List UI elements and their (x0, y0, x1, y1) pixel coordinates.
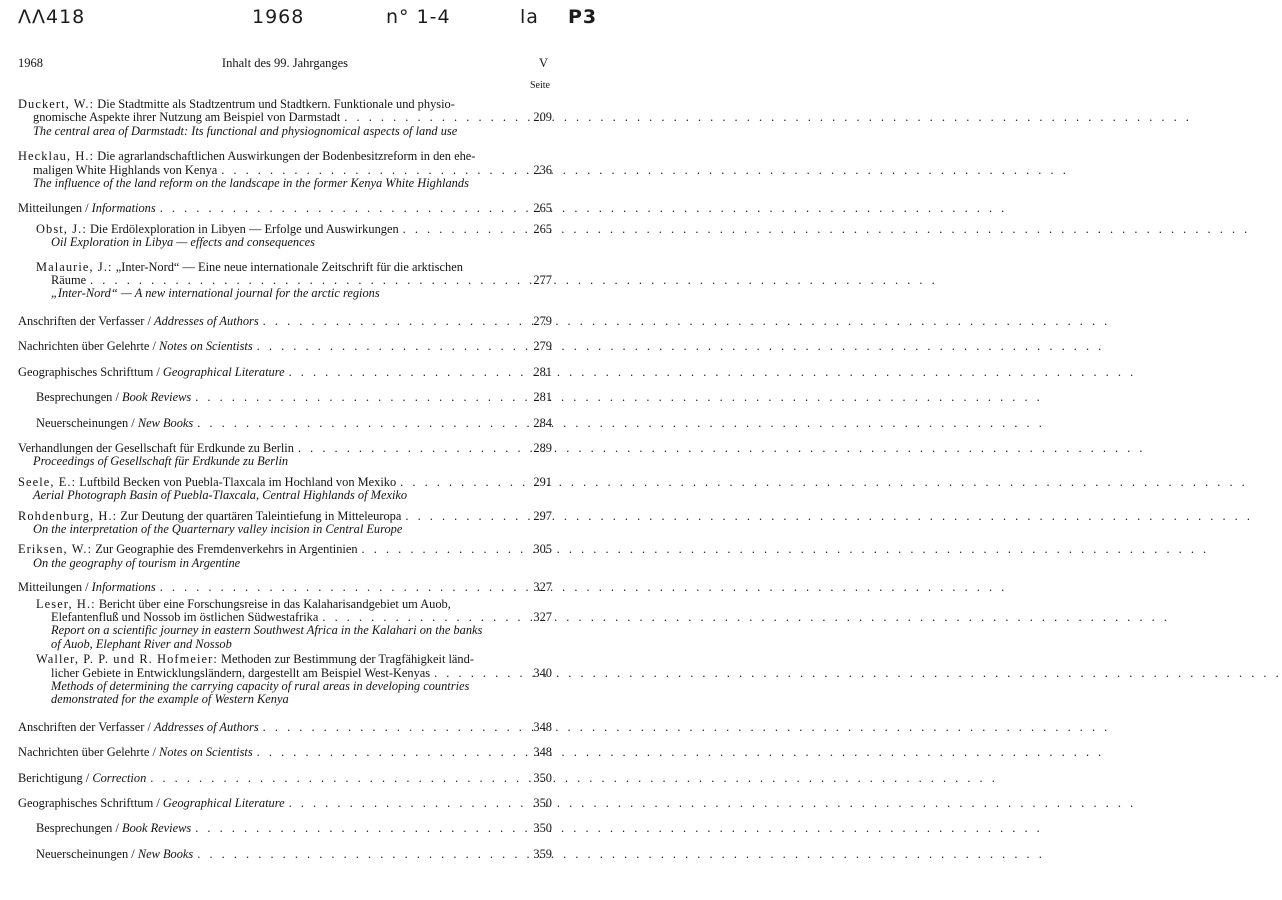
entry-author: Rohdenburg, H.: (18, 508, 118, 523)
entry-english-title: Oil Exploration in Libya — effects and consequences (51, 235, 315, 250)
entry-line (36, 417, 552, 430)
toc-entry (18, 543, 552, 570)
entry-page-number: 350 (533, 821, 552, 836)
entry-english-title: On the interpretation of the Quarternary valley incision in Central Europe (33, 521, 403, 536)
handwritten-annotation: la (520, 6, 539, 28)
entry-title: Zur Deutung der quartären Taleintiefung in Mitteleuropa (120, 508, 402, 523)
entry-english-title: Aerial Photograph Basin of Puebla-Tlaxcala, Central Highlands of Mexiko (33, 488, 408, 503)
entry-author: Waller, P. P. und R. Hofmeier: (36, 652, 218, 667)
entry-title: Neuerscheinungen / New Books (36, 846, 194, 861)
dot-leader (285, 366, 1137, 379)
entry-page-number: 305 (533, 542, 552, 557)
entry-line (36, 653, 552, 666)
entry-title: Nachrichten über Gelehrte / Notes on Scientists (18, 339, 253, 354)
entry-author: Malaurie, J.: (36, 259, 113, 274)
toc-entry (36, 261, 552, 301)
entry-title: Geographisches Schrifttum / Geographical Literature (18, 796, 285, 811)
toc-entry (36, 598, 552, 652)
entry-title: Räume (51, 273, 87, 288)
entry-title: Die agrarlandschaftlichen Auswirkungen der Bodenbesitzreform in den ehe- (97, 149, 476, 164)
entry-page-number: 350 (533, 796, 552, 811)
entry-line (18, 111, 552, 124)
entry-line (36, 848, 552, 861)
toc-entry (18, 797, 552, 810)
entry-english-title: Proceedings of Gesellschaft für Erdkunde zu Berlin (33, 454, 289, 469)
dot-leader (191, 391, 1043, 404)
entry-line (36, 822, 552, 835)
entry-page-number: 327 (533, 609, 552, 624)
entry-author: Obst, J.: (36, 221, 87, 236)
dot-leader (193, 417, 1045, 430)
entry-line (36, 667, 552, 680)
entry-author: Leser, H.: (36, 596, 96, 611)
entry-title: Verhandlungen der Gesellschaft für Erdkunde zu Berlin (18, 440, 294, 455)
dot-leader (191, 822, 1043, 835)
toc-entry (36, 417, 552, 430)
entry-page-number: 281 (533, 390, 552, 405)
entry-english-title: „Inter-Nord“ — A new international journal for the arctic regions (51, 286, 380, 301)
dot-leader (340, 111, 1192, 124)
entry-author: Hecklau, H.: (18, 149, 95, 164)
toc-entry (18, 581, 552, 594)
entry-title: Besprechungen / Book Reviews (36, 390, 192, 405)
toc-entry (18, 476, 552, 503)
entry-title: Die Erdölexploration in Libyen — Erfolge und Auswirkungen (89, 221, 399, 236)
entry-line (18, 746, 552, 759)
entry-english-title: On the geography of tourism in Argentine (33, 555, 241, 570)
entry-page-number: 265 (533, 201, 552, 216)
entry-title: gnomische Aspekte ihrer Nutzung am Beispiel von Darmstadt (33, 110, 341, 125)
entry-title: Neuerscheinungen / New Books (36, 415, 194, 430)
entry-line (18, 340, 552, 353)
entry-author: Eriksen, W.: (18, 542, 93, 557)
entry-line (18, 366, 552, 379)
entry-english-title: Methods of determining the carrying capacity of rural areas in developing countries (51, 679, 470, 693)
entry-page-number: 289 (533, 440, 552, 455)
toc-entry (36, 391, 552, 404)
toc-entry (18, 746, 552, 759)
entry-english-title: Report on a scientific journey in eastern Southwest Africa in the Kalahari on the banks (51, 623, 483, 638)
entry-line (36, 274, 552, 287)
dot-leader (156, 202, 1008, 215)
seite-label: Seite (530, 80, 550, 91)
entry-page-number: 291 (533, 474, 552, 489)
page-title: Inhalt des 99. Jahrganges (221, 56, 349, 70)
entry-title: Geographisches Schrifttum / Geographical Literature (18, 364, 285, 379)
entry-title: Bericht über eine Forschungsreise in das Kalaharisandgebiet um Auob, (98, 596, 451, 611)
entry-line (18, 543, 552, 556)
entry-line (18, 510, 552, 523)
toc-entry (36, 848, 552, 861)
dot-leader (294, 442, 1146, 455)
dot-leader (430, 667, 1282, 680)
entry-line (36, 611, 552, 624)
entry-page-number: 281 (533, 364, 552, 379)
entry-line (18, 476, 552, 489)
toc-entry (18, 150, 552, 190)
entry-title: „Inter-Nord“ — Eine neue internationale Zeitschrift für die arktischen (115, 259, 463, 274)
dot-leader (259, 721, 1111, 734)
entry-line (36, 223, 552, 236)
entry-page-number: 209 (533, 110, 552, 125)
entry-english-title: of Auob, Elephant River and Nossob (51, 636, 232, 651)
entry-line (18, 202, 552, 215)
toc-entry (18, 510, 552, 537)
entry-english-title: The central area of Darmstadt: Its functional and physiognomical aspects of land use (33, 123, 458, 138)
entry-title: maligen White Highlands von Kenya (33, 162, 218, 177)
entry-line (18, 315, 552, 328)
dot-leader (146, 772, 998, 785)
entry-title: Luftbild Becken von Puebla-Tlaxcala im Hochland von Mexiko (79, 474, 397, 489)
entry-line (18, 98, 552, 111)
header-year: 1968 (18, 56, 43, 70)
toc-entry (18, 442, 552, 469)
entry-page-number: 277 (533, 273, 552, 288)
entry-line (18, 164, 552, 177)
entry-english-title: demonstrated for the example of Western Kenya (51, 692, 289, 707)
dot-leader (86, 274, 938, 287)
entry-page-number: 279 (533, 313, 552, 328)
entry-title: Besprechungen / Book Reviews (36, 821, 192, 836)
entry-line (18, 442, 552, 455)
entry-page-number: 327 (533, 580, 552, 595)
entry-line (18, 150, 552, 163)
entry-line (36, 261, 552, 274)
entry-title: Die Stadtmitte als Stadtzentrum und Stadtkern. Funktionale und physio- (97, 97, 455, 111)
dot-leader (253, 340, 1105, 353)
handwritten-annotation: P3 (568, 6, 598, 28)
entry-line (18, 581, 552, 594)
entry-page-number: 348 (533, 719, 552, 734)
entry-title: licher Gebiete in Entwicklungsländern, dargestellt am Beispiel West-Kenyas (51, 665, 431, 680)
entry-title: Methoden zur Bestimmung der Tragfähigkeit länd- (221, 652, 474, 667)
dot-leader (253, 746, 1105, 759)
toc-entry (18, 98, 552, 138)
toc-entry (36, 653, 552, 707)
entry-page-number: 265 (533, 221, 552, 236)
page-header (18, 56, 552, 72)
entry-line (18, 797, 552, 810)
toc-entry (18, 202, 552, 215)
dot-leader (259, 315, 1111, 328)
entry-line (18, 772, 552, 785)
table-of-contents (18, 94, 552, 861)
entry-title: Elefantenfluß und Nossob im östlichen Südwestafrika (51, 609, 319, 624)
entry-title: Nachrichten über Gelehrte / Notes on Scientists (18, 745, 253, 760)
entry-title: Anschriften der Verfasser / Addresses of Authors (18, 719, 259, 734)
dot-leader (318, 611, 1170, 624)
entry-english-title: The influence of the land reform on the landscape in the former Kenya White Highlands (33, 176, 469, 191)
handwritten-annotation: ΛΛ418 (18, 6, 86, 28)
entry-page-number: 340 (533, 665, 552, 680)
entry-title: Mitteilungen / Informations (18, 580, 156, 595)
handwritten-annotation: n° 1-4 (386, 6, 451, 28)
handwritten-annotation: 1968 (252, 6, 305, 28)
entry-page-number: 236 (533, 162, 552, 177)
entry-title: Anschriften der Verfasser / Addresses of Authors (18, 313, 259, 328)
dot-leader (358, 543, 1210, 556)
entry-page-number: 359 (533, 846, 552, 861)
entry-author: Seele, E.: (18, 474, 77, 489)
entry-line (36, 598, 552, 611)
entry-line (36, 391, 552, 404)
toc-entry (18, 366, 552, 379)
entry-line (18, 721, 552, 734)
dot-leader (193, 848, 1045, 861)
entry-page-number: 284 (533, 415, 552, 430)
toc-entry (36, 223, 552, 250)
entry-title: Berichtigung / Correction (18, 770, 147, 785)
entry-author: Duckert, W.: (18, 97, 95, 111)
entry-page-number: 350 (533, 770, 552, 785)
dot-leader (285, 797, 1137, 810)
dot-leader (217, 164, 1069, 177)
toc-entry (36, 822, 552, 835)
toc-entry (18, 340, 552, 353)
page-number: V (538, 56, 548, 70)
entry-page-number: 297 (533, 508, 552, 523)
entry-title: Mitteilungen / Informations (18, 201, 156, 216)
entry-page-number: 348 (533, 745, 552, 760)
toc-entry (18, 721, 552, 734)
dot-leader (156, 581, 1008, 594)
toc-entry (18, 772, 552, 785)
entry-page-number: 279 (533, 339, 552, 354)
toc-entry (18, 315, 552, 328)
entry-title: Zur Geographie des Fremdenverkehrs in Argentinien (95, 542, 358, 557)
